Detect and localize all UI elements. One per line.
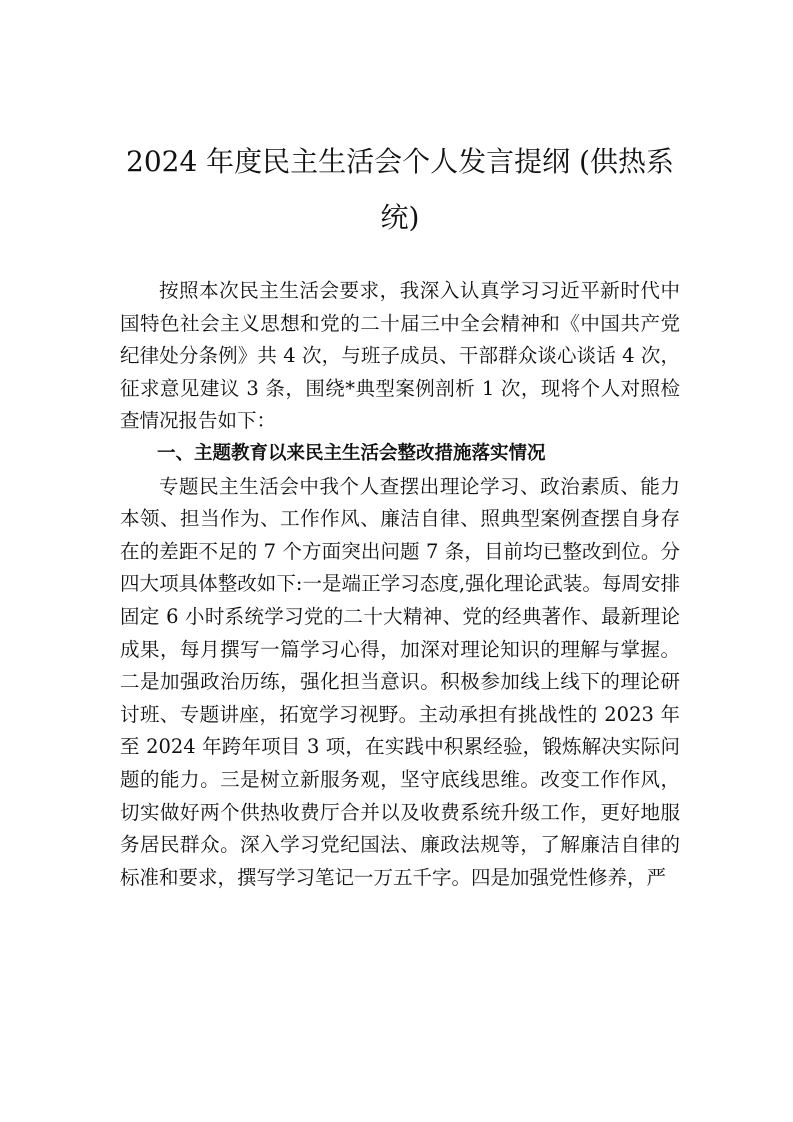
intro-paragraph: 按照本次民主生活会要求，我深入认真学习习近平新时代中国特色社会主义思想和党的二十届三中全会精神和《中国共产党纪律处分条例》共 4 次，与班子成员、干部群众谈心谈话 4 次，征求意见建议 3 条，围绕*典型案例剖析 1 次，现将个人对照检查情况报告如下： — [120, 279, 680, 433]
section-heading-1: 一、主题教育以来民主生活会整改措施落实情况 — [157, 442, 546, 464]
section-1-paragraph: 专题民主生活会中我个人查摆出理论学习、政治素质、能力本领、担当作为、工作作风、廉洁自律、照典型案例查摆自身存在的差距不足的 7 个方面突出问题 7 条，目前均已整改到位。分四大项具体整改如下:一是端正学习态度,强化理论武装。每周安排固定 6 小时系统学习党的二十大精神、党的经典著作、最新理论成果，每月撰写一篇学习心得，加深对理论知识的理解与掌握。二是加强政治历练，强化担当意识。积极参加线上线下的理论研讨班、专题讲座，拓宽学习视野。主动承担有挑战性的 2023 年至 2024 年跨年项目 3 项，在实践中积累经验，锻炼解决实际问题的能力。三是树立新服务观，坚守底线思维。改变工作作风，切实做好两个供热收费厅合并以及收费系统升级工作，更好地服务居民群众。深入学习党纪国法、廉政法规等，了解廉洁自律的标准和要求，撰写学习笔记一万五千字。四是加强党性修养，严 — [120, 474, 680, 889]
document-body — [120, 275, 680, 894]
document-title: 2024 年度民主生活会个人发言提纲 (供热系统) — [126, 145, 674, 234]
